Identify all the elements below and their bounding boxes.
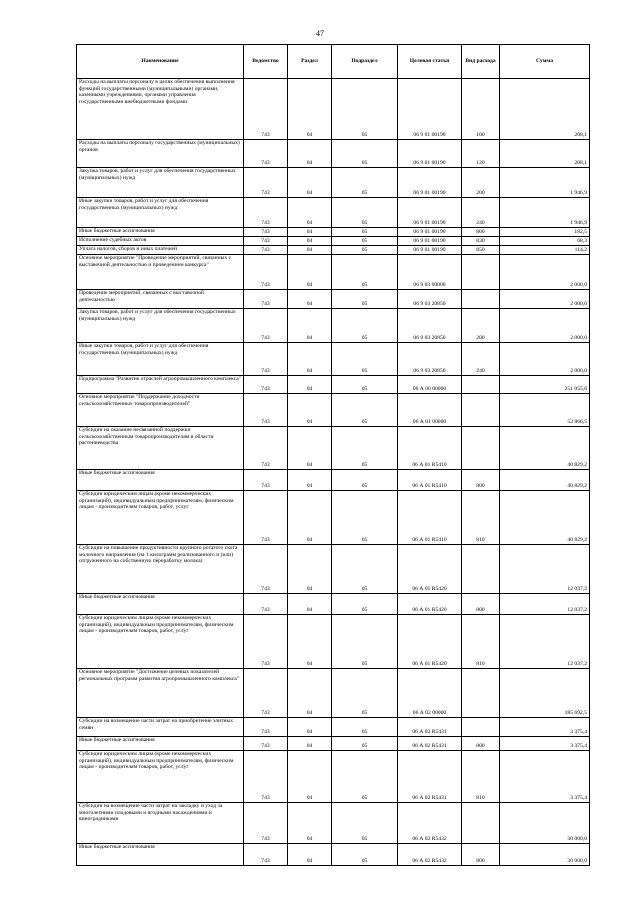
row-target-article: 06 А 01 R5410 <box>398 470 462 491</box>
row-subsection: 05 <box>332 751 398 803</box>
table-header-row <box>77 45 590 79</box>
row-expense-type <box>462 803 500 844</box>
table-row <box>77 343 590 376</box>
row-subsection: 05 <box>332 343 398 376</box>
table-row <box>77 376 590 394</box>
row-section: 04 <box>288 594 332 615</box>
row-subsection: 05 <box>332 140 398 168</box>
row-target-article: 06 9 01 00190 <box>398 168 462 198</box>
row-name: Иные бюджетные ассигнования <box>77 594 244 615</box>
row-expense-type <box>462 427 500 470</box>
row-department: 743 <box>244 237 288 246</box>
row-department: 743 <box>244 228 288 237</box>
row-subsection: 05 <box>332 844 398 866</box>
row-name: Субсидии юридическим лицам (кроме некоммерческих организаций), индивидуальным предпринимателям, физическим лицам - производителям товаров, работ, услуг <box>77 615 244 669</box>
row-section: 04 <box>288 615 332 669</box>
row-sum: 182,5 <box>500 228 590 237</box>
row-target-article: 06 А 02 R5431 <box>398 751 462 803</box>
row-target-article: 06 А 01 R5410 <box>398 491 462 545</box>
table-row <box>77 255 590 290</box>
row-sum: 185 692,5 <box>500 669 590 718</box>
row-name: Иные бюджетные ассигнования <box>77 737 244 751</box>
row-name: Субсидии юридическим лицам (кроме некоммерческих организаций), индивидуальным предпринимателям, физическим лицам - производителям товаров, работ, услуг <box>77 751 244 803</box>
row-sum: 208,1 <box>500 79 590 140</box>
row-section: 04 <box>288 470 332 491</box>
table-row <box>77 140 590 168</box>
row-name: Подпрограмма "Развитие отраслей агропромышленного комплекса" <box>77 376 244 394</box>
row-target-article: 06 А 01 R5420 <box>398 594 462 615</box>
row-section: 04 <box>288 427 332 470</box>
table-row <box>77 803 590 844</box>
row-name: Расходы на выплаты персоналу в целях обеспечения выполнения функций государственными (муниципальными) органами, казенными учреждениями, органами управления государственными внебюджетными фондами <box>77 79 244 140</box>
row-sum: 251 055,6 <box>500 376 590 394</box>
row-sum: 1 946,9 <box>500 198 590 228</box>
row-department: 743 <box>244 140 288 168</box>
row-target-article: 06 9 01 00190 <box>398 140 462 168</box>
row-subsection: 05 <box>332 394 398 427</box>
row-target-article: 06 А 01 R5410 <box>398 427 462 470</box>
row-sum: 2 000,0 <box>500 255 590 290</box>
header-subsection: Подраздел <box>332 45 398 79</box>
row-department: 743 <box>244 376 288 394</box>
row-section: 04 <box>288 237 332 246</box>
table-row <box>77 290 590 309</box>
row-sum: 52 866,5 <box>500 394 590 427</box>
row-sum: 40 829,2 <box>500 491 590 545</box>
table-row <box>77 237 590 246</box>
row-section: 04 <box>288 376 332 394</box>
row-subsection: 05 <box>332 79 398 140</box>
row-name: Расходы на выплаты персоналу государственных (муниципальных) органов <box>77 140 244 168</box>
row-subsection: 05 <box>332 309 398 343</box>
row-expense-type: 810 <box>462 751 500 803</box>
header-name: Наименование <box>77 45 244 79</box>
row-department: 743 <box>244 168 288 198</box>
row-subsection: 05 <box>332 237 398 246</box>
row-name: Иные бюджетные ассигнования <box>77 470 244 491</box>
row-sum: 1 946,9 <box>500 168 590 198</box>
row-section: 04 <box>288 343 332 376</box>
row-section: 04 <box>288 140 332 168</box>
row-subsection: 05 <box>332 290 398 309</box>
row-subsection: 05 <box>332 491 398 545</box>
table-row <box>77 198 590 228</box>
row-name: Основное мероприятие "Достижение целевых показателей региональных программ развития агропромышленного комплекса" <box>77 669 244 718</box>
row-subsection: 05 <box>332 198 398 228</box>
row-expense-type <box>462 394 500 427</box>
row-expense-type: 200 <box>462 168 500 198</box>
row-subsection: 05 <box>332 615 398 669</box>
row-section: 04 <box>288 168 332 198</box>
row-department: 743 <box>244 669 288 718</box>
table-row <box>77 615 590 669</box>
table-row <box>77 168 590 198</box>
row-section: 04 <box>288 79 332 140</box>
row-department: 743 <box>244 427 288 470</box>
row-subsection: 05 <box>332 228 398 237</box>
row-expense-type: 100 <box>462 79 500 140</box>
row-subsection: 05 <box>332 718 398 737</box>
row-sum: 12 037,2 <box>500 545 590 594</box>
row-name: Основное мероприятие "Поддержание доходности сельскохозяйственных товаропроизводителей" <box>77 394 244 427</box>
row-section: 04 <box>288 669 332 718</box>
row-target-article: 06 А 01 00000 <box>398 394 462 427</box>
row-target-article: 06 А 02 R5431 <box>398 737 462 751</box>
row-expense-type: 120 <box>462 140 500 168</box>
row-target-article: 06 9 03 20850 <box>398 290 462 309</box>
row-expense-type: 810 <box>462 491 500 545</box>
row-department: 743 <box>244 615 288 669</box>
row-name: Субсидии на возмещение части затрат на закладку и уход за многолетними плодовыми и ягодными насаждениями и виноградниками <box>77 803 244 844</box>
table-row <box>77 718 590 737</box>
row-expense-type: 800 <box>462 594 500 615</box>
row-sum: 208,1 <box>500 140 590 168</box>
row-sum: 40 829,2 <box>500 427 590 470</box>
row-name: Субсидии на повышение продуктивности крупного рогатого скота молочного направления (на 1 килограмм реализованного и (или) отгруженного на собственную переработку молока) <box>77 545 244 594</box>
row-name: Закупка товаров, работ и услуг для обеспечения государственных (муниципальных) нужд <box>77 309 244 343</box>
row-sum: 3 375,4 <box>500 718 590 737</box>
row-name: Иные закупки товаров, работ и услуг для обеспечения государственных (муниципальных) нужд <box>77 198 244 228</box>
header-department: Ведомство <box>244 45 288 79</box>
row-sum: 114,2 <box>500 246 590 255</box>
row-expense-type: 830 <box>462 237 500 246</box>
row-target-article: 06 9 01 00190 <box>398 79 462 140</box>
row-expense-type <box>462 545 500 594</box>
row-section: 04 <box>288 491 332 545</box>
row-sum: 68,3 <box>500 237 590 246</box>
row-name: Субсидии юридическим лицам (кроме некоммерческих организаций), индивидуальным предпринимателям, физическим лицам - производителям товаров, работ, услуг <box>77 491 244 545</box>
row-expense-type <box>462 290 500 309</box>
row-name: Закупка товаров, работ и услуг для обеспечения государственных (муниципальных) нужд <box>77 168 244 198</box>
row-section: 04 <box>288 751 332 803</box>
row-section: 04 <box>288 246 332 255</box>
row-department: 743 <box>244 718 288 737</box>
row-name: Иные закупки товаров, работ и услуг для обеспечения государственных (муниципальных) нужд <box>77 343 244 376</box>
table-row <box>77 594 590 615</box>
row-sum: 12 037,2 <box>500 594 590 615</box>
row-target-article: 06 А 01 R5420 <box>398 545 462 594</box>
row-department: 743 <box>244 844 288 866</box>
row-target-article: 06 9 03 00000 <box>398 255 462 290</box>
row-subsection: 05 <box>332 803 398 844</box>
row-sum: 2 000,0 <box>500 290 590 309</box>
row-section: 04 <box>288 290 332 309</box>
row-department: 743 <box>244 491 288 545</box>
row-name: Уплата налогов, сборов и иных платежей <box>77 246 244 255</box>
row-expense-type <box>462 669 500 718</box>
row-expense-type: 800 <box>462 737 500 751</box>
table-row <box>77 470 590 491</box>
row-target-article: 06 9 01 00190 <box>398 228 462 237</box>
row-section: 04 <box>288 309 332 343</box>
row-target-article: 06 А 02 00000 <box>398 669 462 718</box>
row-target-article: 06 А 02 R5431 <box>398 718 462 737</box>
row-name: Основное мероприятие "Проведение мероприятий, связанных с выставочной деятельностью и проведением конкурса" <box>77 255 244 290</box>
row-name: Субсидии на возмещение части затрат на приобретение элитных семян <box>77 718 244 737</box>
row-expense-type: 240 <box>462 198 500 228</box>
row-section: 04 <box>288 803 332 844</box>
row-subsection: 05 <box>332 376 398 394</box>
row-expense-type <box>462 255 500 290</box>
row-department: 743 <box>244 594 288 615</box>
row-department: 743 <box>244 751 288 803</box>
row-subsection: 05 <box>332 246 398 255</box>
row-section: 04 <box>288 718 332 737</box>
row-target-article: 06 9 01 00190 <box>398 246 462 255</box>
row-subsection: 05 <box>332 255 398 290</box>
row-target-article: 06 9 03 20850 <box>398 309 462 343</box>
row-sum: 3 375,4 <box>500 737 590 751</box>
table-row <box>77 737 590 751</box>
budget-table <box>76 44 590 866</box>
row-section: 04 <box>288 228 332 237</box>
row-subsection: 05 <box>332 470 398 491</box>
row-expense-type <box>462 376 500 394</box>
header-target-article: Целевая статья <box>398 45 462 79</box>
row-expense-type: 240 <box>462 343 500 376</box>
row-department: 743 <box>244 470 288 491</box>
row-target-article: 06 А 00 00000 <box>398 376 462 394</box>
row-expense-type: 800 <box>462 228 500 237</box>
row-subsection: 05 <box>332 427 398 470</box>
row-expense-type: 800 <box>462 470 500 491</box>
table-row <box>77 394 590 427</box>
row-sum: 3 375,4 <box>500 751 590 803</box>
row-subsection: 05 <box>332 594 398 615</box>
table-row <box>77 246 590 255</box>
header-expense-type: Вид расхода <box>462 45 500 79</box>
row-sum: 2 000,0 <box>500 309 590 343</box>
row-name: Исполнение судебных актов <box>77 237 244 246</box>
row-sum: 12 037,2 <box>500 615 590 669</box>
table-row <box>77 669 590 718</box>
row-target-article: 06 9 01 00190 <box>398 237 462 246</box>
row-expense-type: 810 <box>462 615 500 669</box>
row-section: 04 <box>288 255 332 290</box>
row-sum: 30 000,0 <box>500 803 590 844</box>
row-department: 743 <box>244 545 288 594</box>
row-department: 743 <box>244 79 288 140</box>
row-department: 743 <box>244 394 288 427</box>
row-section: 04 <box>288 198 332 228</box>
table-row <box>77 309 590 343</box>
table-row <box>77 491 590 545</box>
row-expense-type: 200 <box>462 309 500 343</box>
row-department: 743 <box>244 803 288 844</box>
row-target-article: 06 А 01 R5420 <box>398 615 462 669</box>
table-row <box>77 844 590 866</box>
row-target-article: 06 А 02 R5432 <box>398 844 462 866</box>
row-subsection: 05 <box>332 168 398 198</box>
row-sum: 2 000,0 <box>500 343 590 376</box>
row-department: 743 <box>244 198 288 228</box>
table-row <box>77 427 590 470</box>
table-row <box>77 545 590 594</box>
row-expense-type: 800 <box>462 844 500 866</box>
row-department: 743 <box>244 343 288 376</box>
row-subsection: 05 <box>332 669 398 718</box>
row-department: 743 <box>244 255 288 290</box>
header-sum: Сумма <box>500 45 590 79</box>
row-sum: 30 000,0 <box>500 844 590 866</box>
row-section: 04 <box>288 394 332 427</box>
row-section: 04 <box>288 737 332 751</box>
table-row <box>77 79 590 140</box>
row-subsection: 05 <box>332 545 398 594</box>
row-department: 743 <box>244 246 288 255</box>
row-section: 04 <box>288 545 332 594</box>
row-expense-type: 850 <box>462 246 500 255</box>
row-name: Иные бюджетные ассигнования <box>77 228 244 237</box>
row-target-article: 06 9 03 20850 <box>398 343 462 376</box>
row-sum: 40 829,2 <box>500 470 590 491</box>
row-name: Проведение мероприятий, связанных с выставочной деятельностью <box>77 290 244 309</box>
row-department: 743 <box>244 737 288 751</box>
row-department: 743 <box>244 290 288 309</box>
header-section: Раздел <box>288 45 332 79</box>
row-subsection: 05 <box>332 737 398 751</box>
row-name: Субсидии на оказание несвязанной поддержки сельскохозяйственным товаропроизводителям в области растениеводства <box>77 427 244 470</box>
page-number: 47 <box>316 29 324 38</box>
row-name: Иные бюджетные ассигнования <box>77 844 244 866</box>
row-expense-type <box>462 718 500 737</box>
row-target-article: 06 А 02 R5432 <box>398 803 462 844</box>
table-row <box>77 751 590 803</box>
row-department: 743 <box>244 309 288 343</box>
row-section: 04 <box>288 844 332 866</box>
table-row <box>77 228 590 237</box>
row-target-article: 06 9 01 00190 <box>398 198 462 228</box>
